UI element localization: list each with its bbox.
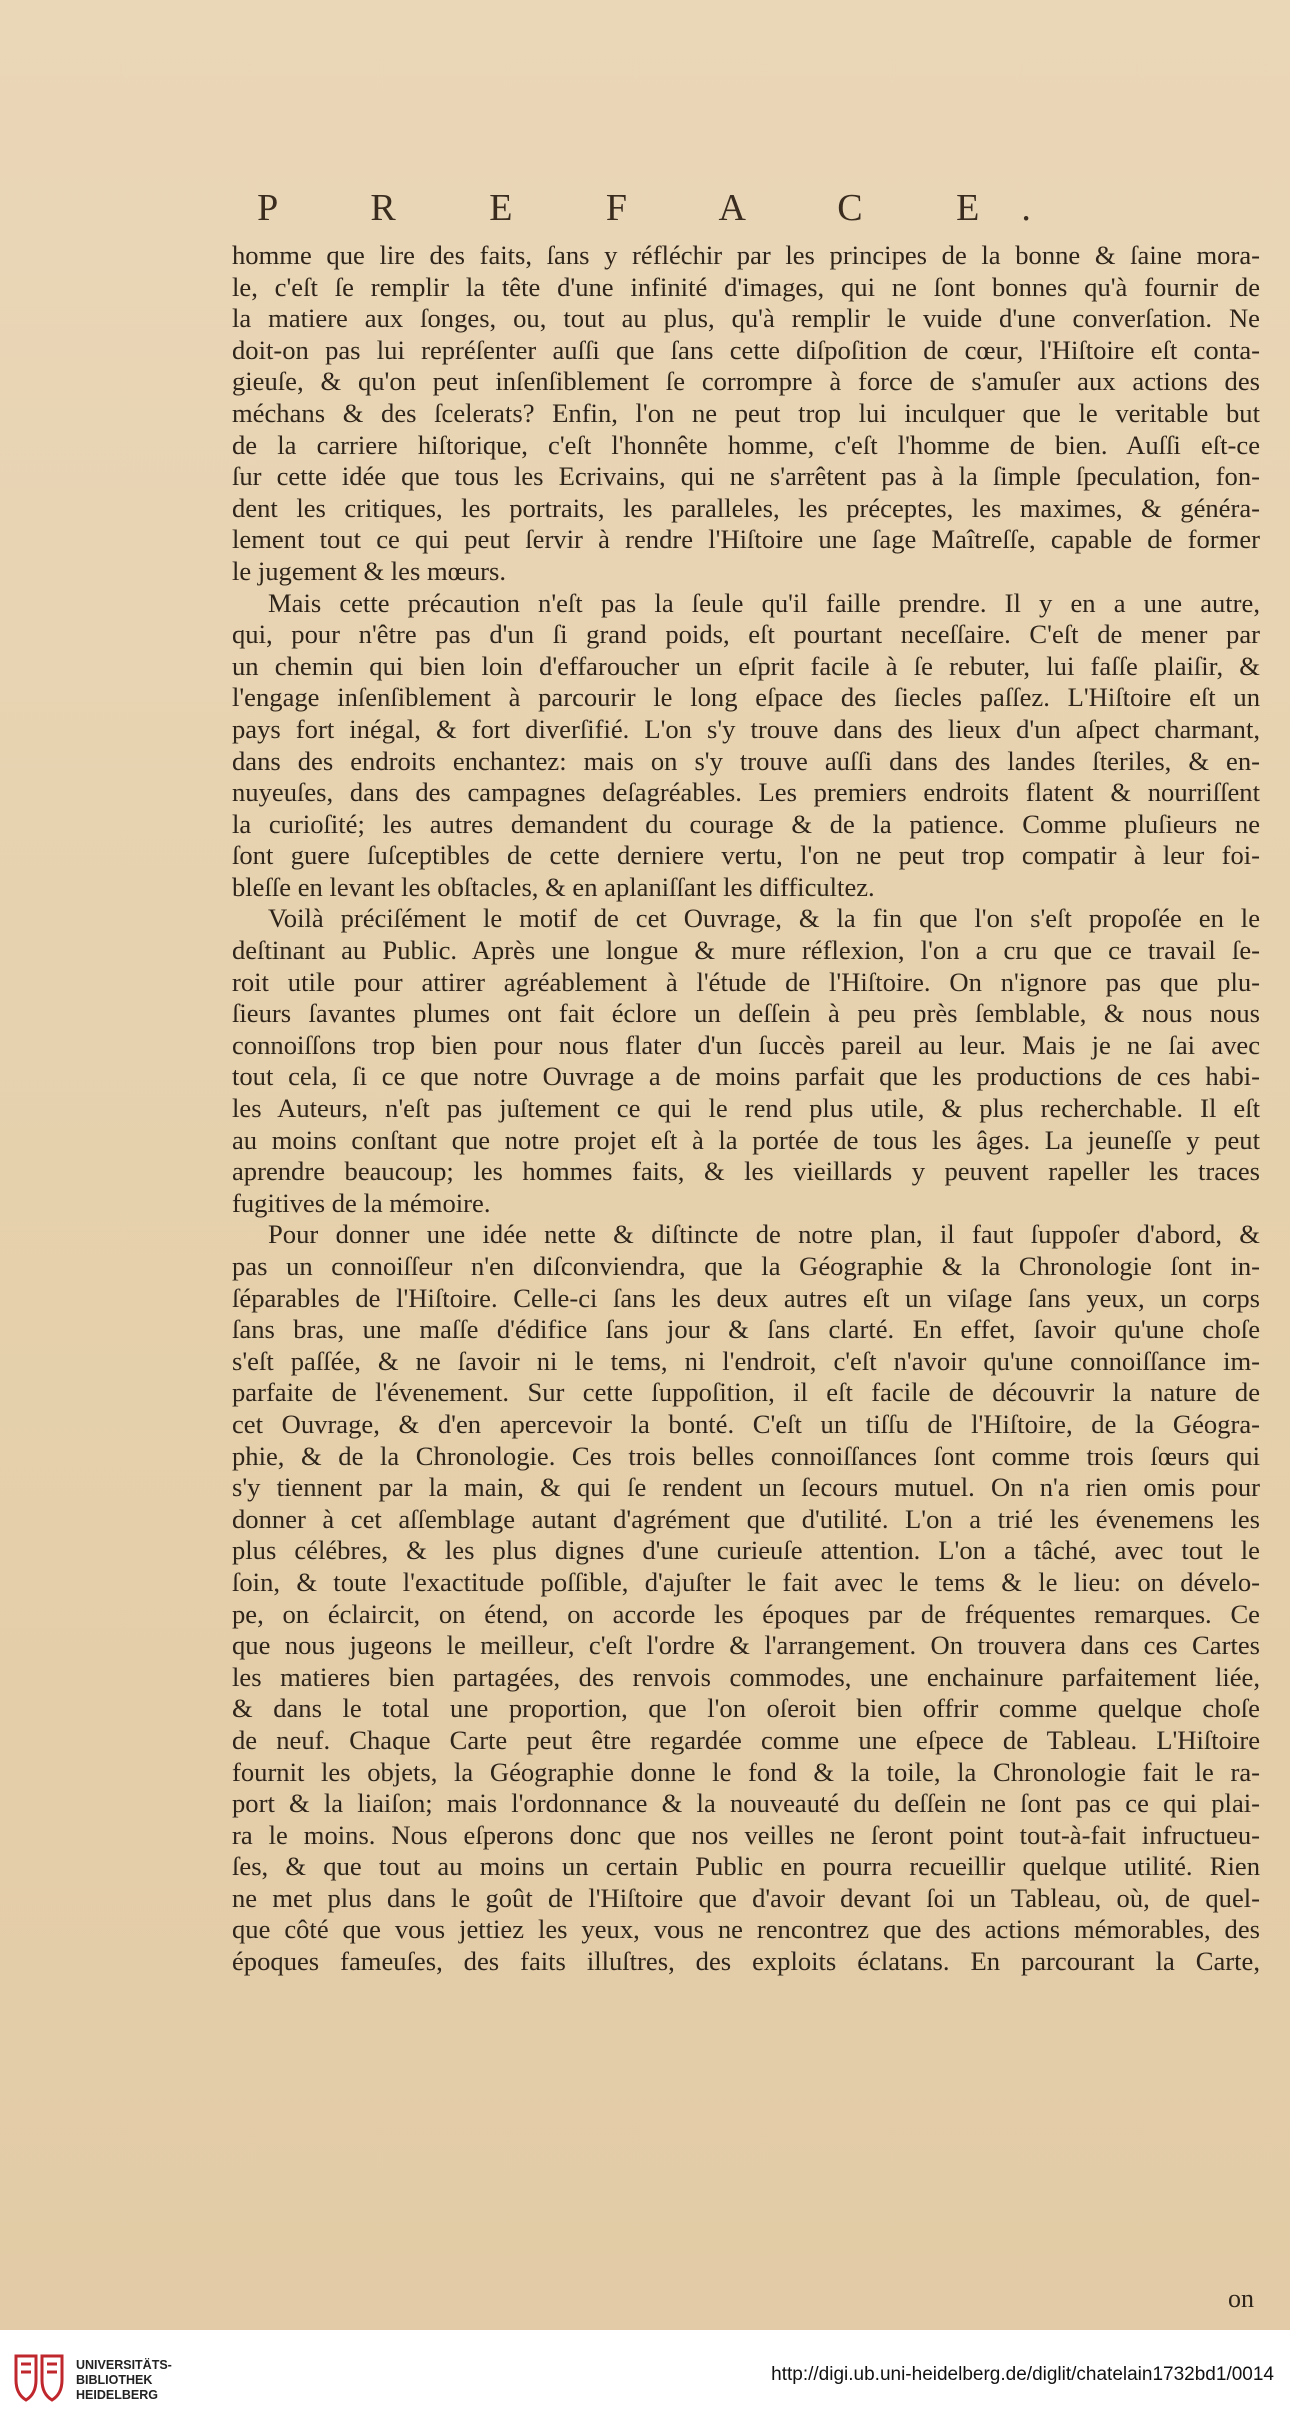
text-line: roit utile pour attirer agréablement à l'étude de l'Hiſtoire. On n'ignore pas que plu-: [232, 966, 1260, 997]
library-name: [76, 2358, 172, 2403]
text-line: qui, pour n'être pas d'un ſi grand poids, eſt pourtant neceſſaire. C'eſt de mener par: [232, 619, 1260, 650]
text-line: cet Ouvrage, & d'en apercevoir la bonté. C'eſt un tiſſu de l'Hiſtoire, de la Géogra-: [232, 1408, 1260, 1439]
library-name-line: BIBLIOTHEK: [76, 2373, 153, 2387]
text-line: lement tout ce qui peut ſervir à rendre l'Hiſtoire une ſage Maîtreſſe, capable de former: [232, 524, 1260, 555]
text-line: le jugement & les mœurs.: [232, 555, 507, 586]
text-line: ne met plus dans le goût de l'Hiſtoire que d'avoir devant ſoi un Tableau, où, de quel-: [232, 1882, 1260, 1913]
text-line: Voilà préciſément le motif de cet Ouvrage, & la fin que l'on s'eſt propoſée en le: [268, 903, 1260, 934]
text-line: que côté que vous jettiez les yeux, vous ne rencontrez que des actions mémorables, des: [232, 1914, 1260, 1945]
text-line: la curioſité; les autres demandent du courage & de la patience. Comme pluſieurs ne: [232, 808, 1260, 839]
library-name-line: HEIDELBERG: [76, 2388, 158, 2402]
text-line: pas un connoiſſeur n'en diſconviendra, que la Géographie & la Chronologie ſont in-: [232, 1251, 1260, 1281]
text-line: les Auteurs, n'eſt pas juſtement ce qui le rend plus utile, & plus recherchable. Il eſt: [232, 1093, 1260, 1124]
text-line: aprendre beaucoup; les hommes faits, & les vieillards y peuvent rapeller les traces: [232, 1156, 1260, 1187]
text-line: l'engage inſenſiblement à parcourir le long eſpace des ſiecles paſſez. L'Hiſtoire eſt un: [232, 682, 1260, 713]
text-line: bleſſe en levant les obſtacles, & en aplaniſſant les difficultez.: [232, 871, 875, 902]
text-line: Mais cette précaution n'eſt pas la ſeule qu'il faille prendre. Il y en a une autre,: [268, 587, 1260, 618]
text-line: fournit les objets, la Géographie donne le fond & la toile, la Chronologie fait le ra-: [232, 1756, 1260, 1787]
text-line: méchans & des ſcelerats? Enfin, l'on ne peut trop lui inculquer que le veritable but: [232, 397, 1260, 428]
text-line: parfaite de l'évenement. Sur cette ſuppoſition, il eſt facile de découvrir la nature de: [232, 1377, 1260, 1408]
library-name-line: UNIVERSITÄTS-: [76, 2358, 172, 2372]
catchword: on: [1228, 2284, 1254, 2313]
text-line: s'eſt paſſée, & ne ſavoir ni le tems, ni l'endroit, c'eſt n'avoir qu'une connoiſſance im-: [232, 1345, 1260, 1376]
text-line: ſéparables de l'Hiſtoire. Celle-ci ſans les deux autres eſt un viſage ſans yeux, un corps: [232, 1282, 1260, 1313]
text-line: ſieurs ſavantes plumes ont fait éclore un deſſein à peu près ſemblable, & nous nous: [232, 998, 1260, 1029]
text-line: & dans le total une proportion, que l'on oſeroit bien offrir comme quelque choſe: [232, 1693, 1260, 1724]
text-line: connoiſſons trop bien pour nous flater d'un ſuccès pareil au leur. Mais je ne ſai avec: [232, 1029, 1260, 1060]
text-line: dent les critiques, les portraits, les paralleles, les préceptes, les maximes, & généra-: [232, 492, 1260, 523]
text-line: ſoin, & toute l'exactitude poſſible, d'ajuſter le fait avec le tems & le lieu: on dévelo-: [232, 1566, 1260, 1597]
text-line: au moins conſtant que notre projet eſt à la portée de tous les âges. La jeuneſſe y peut: [232, 1124, 1260, 1155]
text-line: plus célébres, & les plus dignes d'une curieuſe attention. L'on a tâché, avec tout le: [232, 1535, 1260, 1566]
text-line: homme que lire des faits, ſans y réfléchir par les principes de la bonne & ſaine mora-: [232, 240, 1260, 270]
text-line: tout cela, ſi ce que notre Ouvrage a de moins parfait que les productions de ces habi-: [232, 1061, 1260, 1092]
text-line: dans des endroits enchantez: mais on s'y trouve auſſi dans des landes ſteriles, & en-: [232, 745, 1260, 776]
text-line: s'y tiennent par la main, & qui ſe rendent un ſecours mutuel. On n'a rien omis pour: [232, 1472, 1260, 1503]
text-line: de neuf. Chaque Carte peut être regardée comme une eſpece de Tableau. L'Hiſtoire: [232, 1724, 1260, 1755]
text-line: ſans bras, une maſſe d'édifice ſans jour & ſans clarté. En effet, ſavoir qu'une choſe: [232, 1314, 1260, 1345]
source-url-link[interactable]: http://digi.ub.uni-heidelberg.de/diglit/chatelain1732bd1/0014: [771, 2364, 1274, 2385]
text-line: ra le moins. Nous eſperons donc que nos veilles ne ſeront point tout-à-fait infructueu-: [232, 1819, 1260, 1850]
page-title: P R E F A C E.: [257, 187, 1073, 229]
university-seal-icon: [12, 2350, 66, 2404]
text-line: la matiere aux ſonges, ou, tout au plus, qu'à remplir le vuide d'une converſation. Ne: [232, 303, 1260, 334]
text-line: ſont guere ſuſceptibles de cette derniere vertu, l'on ne peut trop compatir à leur foi-: [232, 840, 1260, 871]
footer-bar: [0, 2330, 1290, 2423]
text-line: de la carriere hiſtorique, c'eſt l'honnête homme, c'eſt l'homme de bien. Auſſi eſt-ce: [232, 429, 1260, 460]
text-line: le, c'eſt ſe remplir la tête d'une infinité d'images, qui ne ſont bonnes qu'à fournir de: [232, 271, 1260, 302]
text-line: nuyeuſes, dans des campagnes deſagréables. Les premiers endroits flatent & nourriſſent: [232, 777, 1260, 808]
text-line: doit-on pas lui repréſenter auſſi que ſans cette diſpoſition de cœur, l'Hiſtoire eſt conta-: [232, 334, 1260, 365]
text-line: Pour donner une idée nette & diſtincte de notre plan, il faut ſuppoſer d'abord, &: [268, 1219, 1260, 1250]
text-line: deſtinant au Public. Après une longue & mure réflexion, l'on a cru que ce travail ſe-: [232, 935, 1260, 966]
text-line: pays fort inégal, & fort diverſifié. L'on s'y trouve dans des lieux d'un aſpect charmant,: [232, 713, 1260, 744]
body-text: [232, 240, 1260, 1978]
text-line: époques fameuſes, des faits illuſtres, des exploits éclatans. En parcourant la Carte,: [232, 1946, 1260, 1977]
text-line: port & la liaiſon; mais l'ordonnance & la nouveauté du deſſein ne ſont pas ce qui plai-: [232, 1788, 1260, 1819]
text-line: un chemin qui bien loin d'effaroucher un eſprit facile à ſe rebuter, lui faſſe plaiſir, &: [232, 650, 1260, 681]
text-line: gieuſe, & qu'on peut inſenſiblement ſe corrompre à force de s'amuſer aux actions des: [232, 366, 1260, 397]
text-line: donner à cet aſſemblage autant d'agrément que d'utilité. L'on a trié les évenemens les: [232, 1503, 1260, 1534]
text-line: que nous jugeons le meilleur, c'eſt l'ordre & l'arrangement. On trouvera dans ces Cartes: [232, 1630, 1260, 1661]
text-line: phie, & de la Chronologie. Ces trois belles connoiſſances ſont comme trois ſœurs qui: [232, 1440, 1260, 1471]
text-line: ſes, & que tout au moins un certain Public en pourra recueillir quelque utilité. Rien: [232, 1851, 1260, 1882]
text-line: fugitives de la mémoire.: [232, 1187, 491, 1218]
text-line: ſur cette idée que tous les Ecrivains, qui ne s'arrêtent pas à la ſimple ſpeculation, fon-: [232, 461, 1260, 492]
text-line: pe, on éclaircit, on étend, on accorde les époques par de fréquentes remarques. Ce: [232, 1598, 1260, 1629]
text-line: les matieres bien partagées, des renvois commodes, une enchainure parfaitement liée,: [232, 1661, 1260, 1692]
